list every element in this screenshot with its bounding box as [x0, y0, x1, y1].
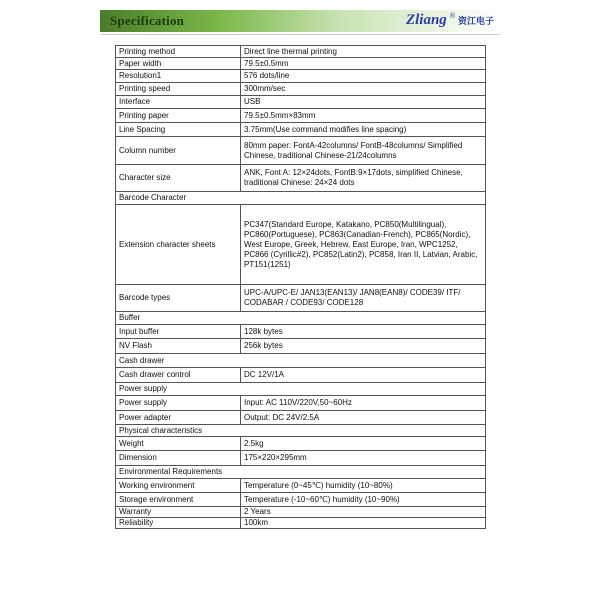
spec-value: Direct line thermal printing — [241, 46, 486, 58]
spec-row-column-number — [116, 137, 486, 165]
spec-key: Barcode types — [116, 285, 241, 312]
spec-value: ANK, Font A: 12×24dots, FontB:9×17dots, simplified Chinese, traditional Chinese: 24×24 dots — [241, 165, 486, 192]
spec-key: Printing speed — [116, 83, 241, 96]
spec-value: 100km — [241, 518, 486, 529]
spec-row-working-environment — [116, 479, 486, 493]
spec-row-line-spacing — [116, 123, 486, 137]
spec-value: 300mm/sec — [241, 83, 486, 96]
spec-value: 2 Years — [241, 507, 486, 518]
spec-value: 576 dots/line — [241, 70, 486, 83]
spec-row-input-buffer — [116, 325, 486, 339]
spec-key: Paper width — [116, 58, 241, 70]
spec-value: USB — [241, 96, 486, 109]
spec-value: Output: DC 24V/2.5A — [241, 411, 486, 425]
section-row-environmental-requirements — [116, 466, 486, 479]
spec-key: Storage environment — [116, 493, 241, 507]
section-label: Power supply — [116, 383, 486, 396]
spec-value: UPC-A/UPC-E/ JAN13(EAN13)/ JAN8(EAN8)/ CODE39/ ITF/ CODABAR / CODE93/ CODE128 — [241, 285, 486, 312]
spec-key: Dimension — [116, 451, 241, 466]
spec-row-printing-speed — [116, 83, 486, 96]
spec-row-power-adapter — [116, 411, 486, 425]
spec-row-printing-paper — [116, 109, 486, 123]
spec-key: Cash drawer control — [116, 368, 241, 383]
spec-key: Printing paper — [116, 109, 241, 123]
spec-value: 79.5±0.5mm — [241, 58, 486, 70]
spec-key: Extension character sheets — [116, 205, 241, 285]
spec-value: Temperature (-10~60℃) humidity (10~90%) — [241, 493, 486, 507]
spec-row-interface — [116, 96, 486, 109]
spec-key: Line Spacing — [116, 123, 241, 137]
spec-key: Working environment — [116, 479, 241, 493]
spec-key: Weight — [116, 437, 241, 451]
spec-banner — [100, 10, 500, 32]
spec-key: Interface — [116, 96, 241, 109]
section-label: Barcode Character — [116, 192, 486, 205]
brand-logo — [406, 12, 494, 29]
spec-value: Temperature (0~45℃) humidity (10~80%) — [241, 479, 486, 493]
spec-key: Input buffer — [116, 325, 241, 339]
spec-row-printing-method — [116, 46, 486, 58]
spec-row-storage-environment — [116, 493, 486, 507]
section-row-power-supply — [116, 383, 486, 396]
spec-value: PC347(Standard Europe, Katakano, PC850(Multilingual), PC860(Portuguese), PC863(Canadian-French), PC865(Nordic), West Europe, Greek, Hebrew, East Europe, Iran, WPC1252, PC866 (Cyrillic#2), PC852(Latin2), PC858, Iran II, Latvian, Arabic, PT151(1251) — [241, 205, 486, 285]
spec-row-nv-flash — [116, 339, 486, 354]
spec-value: 80mm paper: FontA-42columns/ FontB-48columns/ Simplified Chinese, traditional Chinese-21/24columns — [241, 137, 486, 165]
registered-mark: ® — [449, 13, 455, 20]
spec-row-extension-character-sheets — [116, 205, 486, 285]
spec-row-power-supply — [116, 396, 486, 411]
spec-row-resolution1 — [116, 70, 486, 83]
section-label: Physical characteristics — [116, 425, 486, 437]
section-label: Cash drawer — [116, 354, 486, 368]
spec-key: Printing method — [116, 46, 241, 58]
spec-row-barcode-types — [116, 285, 486, 312]
section-row-cash-drawer — [116, 354, 486, 368]
brand-name: Zliang — [405, 12, 447, 28]
spec-key: Warranty — [116, 507, 241, 518]
spec-key: NV Flash — [116, 339, 241, 354]
spec-key: Column number — [116, 137, 241, 165]
spec-value: 256k bytes — [241, 339, 486, 354]
spec-table-body — [116, 46, 486, 529]
brand-chinese-name: 资江电子 — [457, 16, 494, 26]
spec-key: Resolution1 — [116, 70, 241, 83]
spec-value: 2.5kg — [241, 437, 486, 451]
spec-key: Power adapter — [116, 411, 241, 425]
spec-row-paper-width — [116, 58, 486, 70]
banner-title: Specification — [110, 13, 185, 28]
section-label: Environmental Requirements — [116, 466, 486, 479]
spec-key: Reliability — [116, 518, 241, 529]
spec-value: 128k bytes — [241, 325, 486, 339]
section-row-barcode-character — [116, 192, 486, 205]
spec-value: Input: AC 110V/220V,50~60Hz — [241, 396, 486, 411]
section-row-physical-characteristics — [116, 425, 486, 437]
spec-key: Character size — [116, 165, 241, 192]
spec-row-character-size — [116, 165, 486, 192]
spec-row-weight — [116, 437, 486, 451]
section-row-buffer — [116, 312, 486, 325]
spec-row-reliability — [116, 518, 486, 529]
header-divider — [100, 34, 500, 35]
spec-row-cash-drawer-control — [116, 368, 486, 383]
spec-value: 3.75mm(Use command modifies line spacing) — [241, 123, 486, 137]
spec-row-warranty — [116, 507, 486, 518]
spec-key: Power supply — [116, 396, 241, 411]
spec-value: DC 12V/1A — [241, 368, 486, 383]
spec-value: 175×220×295mm — [241, 451, 486, 466]
spec-table — [115, 45, 486, 529]
section-label: Buffer — [116, 312, 486, 325]
spec-value: 79.5±0.5mm×83mm — [241, 109, 486, 123]
spec-row-dimension — [116, 451, 486, 466]
